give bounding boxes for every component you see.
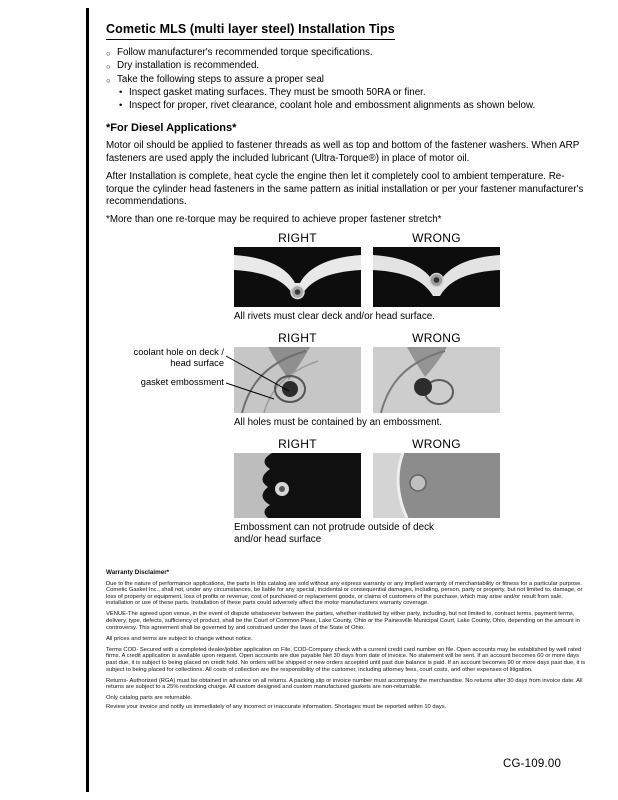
diagram-images (234, 347, 500, 413)
rivet-right-image (234, 247, 361, 307)
dot-bullet-icon: • (119, 99, 123, 111)
disclaimer-paragraph: Only catalog parts are returnable. (106, 695, 193, 702)
rivet-wrong-image (373, 247, 500, 307)
diagram-callouts (116, 347, 224, 388)
disclaimer-paragraph: All prices and terms are subject to change without notice. (106, 635, 253, 642)
embossment-right-image (234, 347, 361, 413)
diagram-images (234, 247, 500, 307)
diagram-images (234, 453, 500, 518)
tip-item (106, 47, 600, 60)
right-label: RIGHT (278, 331, 317, 345)
diagram-labels (234, 331, 500, 345)
circle-bullet-icon: ○ (106, 75, 111, 85)
tip-text: Inspect for proper, rivet clearance, coolant hole and embossment alignments as shown below. (129, 99, 536, 111)
disclaimer-paragraph: Returns- Authorized (RGA) must be obtained in advance on all returns. A packing slip or invoice number must accompany the merchandise. No returns after 30 days from invoice date. All returns are subject to a 25% restocking charge. All custom designed and custom manufactured gaskets are non-returnable. (106, 677, 583, 691)
diagram-row-holes (133, 331, 500, 429)
disclaimer-paragraph: Review your invoice and notify us immediately of any incorrect or inaccurate information. Shortages must be reported within 10 days. (106, 703, 447, 710)
gasket-embossment-callout: gasket embossment (140, 377, 224, 387)
dot-bullet-icon: • (119, 87, 123, 99)
wrong-label: WRONG (412, 331, 461, 345)
diagram-labels (234, 437, 500, 451)
tip-item (106, 74, 600, 87)
disclaimer-paragraph: Terms COD- Secured with a completed dealer/jobber application on File, COD-Company check with a current credit card number on file. Open accounts may be established by well rated firms. A credit application is available upon request. Open accounts are due payable Net 30 days from date of invoice. No statement will be sent. If an account becomes 60 or more days past due, it is subject to being placed on credit hold. No orders will be shipped or new orders accepted until past due balance is paid. If an account becomes 90 or more days past due, it is subject to being placed for collections. All costs of collection are the responsibility of the customer, including attorney fees, court costs, and other expenses of litigation. (106, 646, 586, 673)
page-content (106, 20, 600, 715)
holes-caption: All holes must be contained by an embossment. (234, 417, 443, 428)
page-title: Cometic MLS (multi layer steel) Installation Tips (106, 22, 395, 40)
protrusion-right-image (234, 453, 361, 518)
right-label: RIGHT (278, 231, 317, 245)
tip-item (106, 60, 600, 73)
protrusion-wrong-image (373, 453, 500, 518)
tip-text: Inspect gasket mating surfaces. They must be smooth 50RA or finer. (129, 87, 426, 99)
protrusion-caption: Embossment can not protrude outside of deck and/or head surface (234, 522, 434, 545)
diesel-paragraph-2: After Installation is complete, heat cycle the engine then let it completely cool to ambient temperature. Re-torque the cylinder head fasteners in the same pattern as initial installation or per your fastener manufacturer's recommendations. (106, 171, 584, 208)
circle-bullet-icon: ○ (106, 49, 111, 58)
retorque-note: *More than one re-torque may be required to achieve proper fastener stretch* (106, 214, 442, 225)
embossment-wrong-image (373, 347, 500, 413)
diagram-row-rivets (234, 231, 500, 323)
rivet-caption: All rivets must clear deck and/or head surface. (234, 311, 435, 322)
diagram-labels (234, 231, 500, 245)
coolant-hole-callout: coolant hole on deck / head surface (133, 347, 224, 368)
tip-sub-item (119, 100, 600, 112)
circle-bullet-icon: ○ (106, 62, 111, 72)
diesel-applications-heading: *For Diesel Applications* (106, 122, 237, 135)
tip-text: Follow manufacturer's recommended torque specifications. (117, 47, 373, 58)
tip-text: Dry installation is recommended. (117, 60, 260, 72)
diagram-row-protrusion (234, 437, 500, 546)
warranty-disclaimer (106, 570, 588, 710)
right-label: RIGHT (278, 437, 317, 451)
disclaimer-paragraph: VENUE-The agreed upon venue, in the event of dispute whatsoever between the parties, whether instituted by either party, including, but not limited to, contract terms, payment terms, delivery, type, defects, sufficiency of product, shall be the Court of Common Pleas, Lake County, Ohio or the Painesville Municipal Court, Lake County, Ohio, depending on the amount in controversy. This agreement shall be governed by and construed under the laws of the State of Ohio. (106, 611, 580, 631)
wrong-label: WRONG (412, 437, 461, 451)
disclaimer-paragraph: Due to the nature of performance applications, the parts in this catalog are sold without any express warranty or any implied warranty of merchantability or fitness for a particular purpose. Cometic Gasket Inc., shall not, under any circumstances, be liable for any special, incidental or consequential damages, including, person, party or property, but not limited to, damage, or loss of property or equipment, loss of profits or revenue, cost of purchased or replacement goods, or claims of customers of the purchase, which may arise and/or result from sale, installation or use of these parts. Installation of these parts could adversely affect the motor manufacturers warranty coverage. (106, 580, 583, 607)
page-code: CG-109.00 (503, 758, 562, 770)
wrong-label: WRONG (412, 231, 461, 245)
tip-sub-item (119, 87, 600, 99)
left-margin-rule (86, 8, 89, 792)
diesel-paragraph-1: Motor oil should be applied to fastener threads as well as top and bottom of the fastener washers. When ARP fasteners are used apply the included lubricant (Ultra-Torque®) in place of motor oil. (106, 140, 580, 164)
tip-text: Take the following steps to assure a proper seal (117, 73, 324, 85)
warranty-disclaimer-heading: Warranty Disclaimer* (106, 569, 170, 576)
